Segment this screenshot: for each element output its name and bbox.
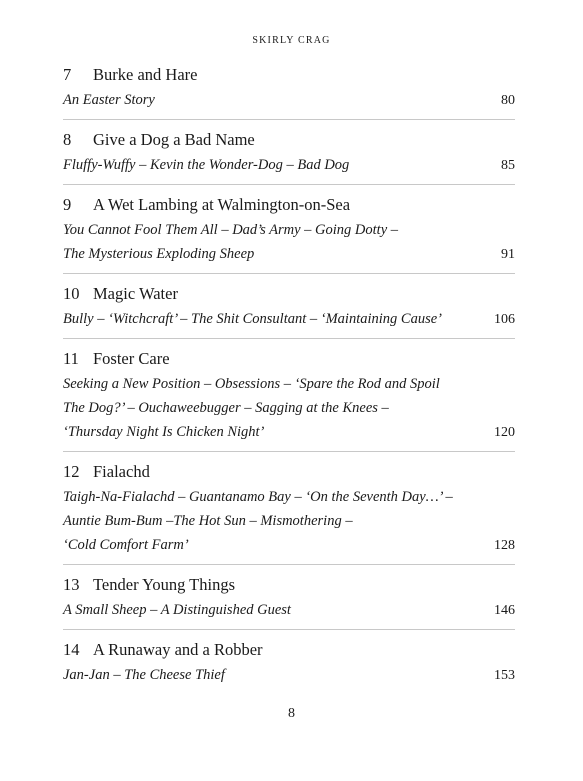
subsection-line — [63, 372, 515, 396]
subsection-text: You Cannot Fool Them All – Dad’s Army – Going Dotty – — [63, 222, 399, 238]
subsection-text: Seeking a New Position – Obsessions – ‘Spare the Rod and Spoil — [63, 376, 440, 392]
subsection-line — [63, 598, 515, 623]
chapter-page-number: 85 — [501, 158, 515, 173]
chapter-heading — [63, 637, 515, 663]
subsection-text: Jan-Jan – The Cheese Thief — [63, 667, 225, 683]
subsection-text: ‘Thursday Night Is Chicken Night’ — [63, 424, 265, 440]
toc-entry — [63, 637, 515, 694]
chapter-number: 14 — [63, 640, 80, 659]
subsection-text: A Small Sheep – A Distinguished Guest — [63, 602, 291, 618]
subsection-text: Bully – ‘Witchcraft’ – The Shit Consultant – ‘Maintaining Cause’ — [63, 311, 442, 327]
chapter-title: Magic Water — [93, 284, 178, 303]
table-of-contents — [63, 62, 515, 701]
subsection-line — [63, 509, 515, 533]
toc-entry — [63, 346, 515, 452]
subsection-line — [63, 533, 515, 558]
subsection-line — [63, 88, 515, 113]
chapter-number: 7 — [63, 65, 72, 84]
chapter-title: Fialachd — [93, 462, 150, 481]
chapter-heading — [63, 459, 515, 485]
chapter-title: A Wet Lambing at Walmington-on-Sea — [93, 195, 351, 214]
chapter-title: Foster Care — [93, 349, 170, 368]
chapter-title: Give a Dog a Bad Name — [93, 130, 255, 149]
chapter-heading — [63, 281, 515, 307]
subsection-line — [63, 663, 515, 688]
chapter-page-number: 106 — [494, 312, 515, 327]
subsection-line — [63, 420, 515, 445]
running-head: SKIRLY CRAG — [252, 35, 331, 46]
chapter-heading — [63, 62, 515, 88]
toc-entry — [63, 62, 515, 120]
chapter-number: 8 — [63, 130, 72, 149]
chapter-number: 12 — [63, 462, 80, 481]
chapter-number: 13 — [63, 575, 80, 594]
subsection-text: An Easter Story — [63, 92, 155, 108]
chapter-heading — [63, 192, 515, 218]
chapter-page-number: 146 — [494, 603, 515, 618]
toc-entry — [63, 127, 515, 185]
subsection-line — [63, 218, 515, 242]
chapter-title: Tender Young Things — [93, 575, 236, 594]
chapter-page-number: 120 — [494, 425, 515, 440]
chapter-heading — [63, 346, 515, 372]
chapter-title: Burke and Hare — [93, 65, 198, 84]
chapter-number: 9 — [63, 195, 72, 214]
subsection-line — [63, 396, 515, 420]
chapter-title: A Runaway and a Robber — [93, 640, 263, 659]
toc-entry — [63, 281, 515, 339]
subsection-text: The Mysterious Exploding Sheep — [63, 246, 255, 262]
subsection-text: Auntie Bum-Bum –The Hot Sun – Mismothering – — [63, 513, 353, 529]
toc-entry — [63, 192, 515, 274]
subsection-line — [63, 307, 515, 332]
subsection-line — [63, 153, 515, 178]
chapter-number: 11 — [63, 349, 79, 368]
page-number: 8 — [288, 706, 295, 721]
toc-entry — [63, 459, 515, 565]
chapter-page-number: 91 — [501, 247, 515, 262]
subsection-line — [63, 242, 515, 267]
subsection-line — [63, 485, 515, 509]
chapter-number: 10 — [63, 284, 80, 303]
chapter-heading — [63, 127, 515, 153]
chapter-page-number: 153 — [494, 668, 515, 683]
toc-entry — [63, 572, 515, 630]
subsection-text: The Dog?’ – Ouchaweebugger – Sagging at the Knees – — [63, 400, 389, 416]
chapter-page-number: 128 — [494, 538, 515, 553]
subsection-text: Taigh-Na-Fialachd – Guantanamo Bay – ‘On the Seventh Day…’ – — [63, 489, 453, 505]
subsection-text: ‘Cold Comfort Farm’ — [63, 537, 189, 553]
chapter-heading — [63, 572, 515, 598]
subsection-text: Fluffy-Wuffy – Kevin the Wonder-Dog – Bad Dog — [63, 157, 350, 173]
chapter-page-number: 80 — [501, 93, 515, 108]
